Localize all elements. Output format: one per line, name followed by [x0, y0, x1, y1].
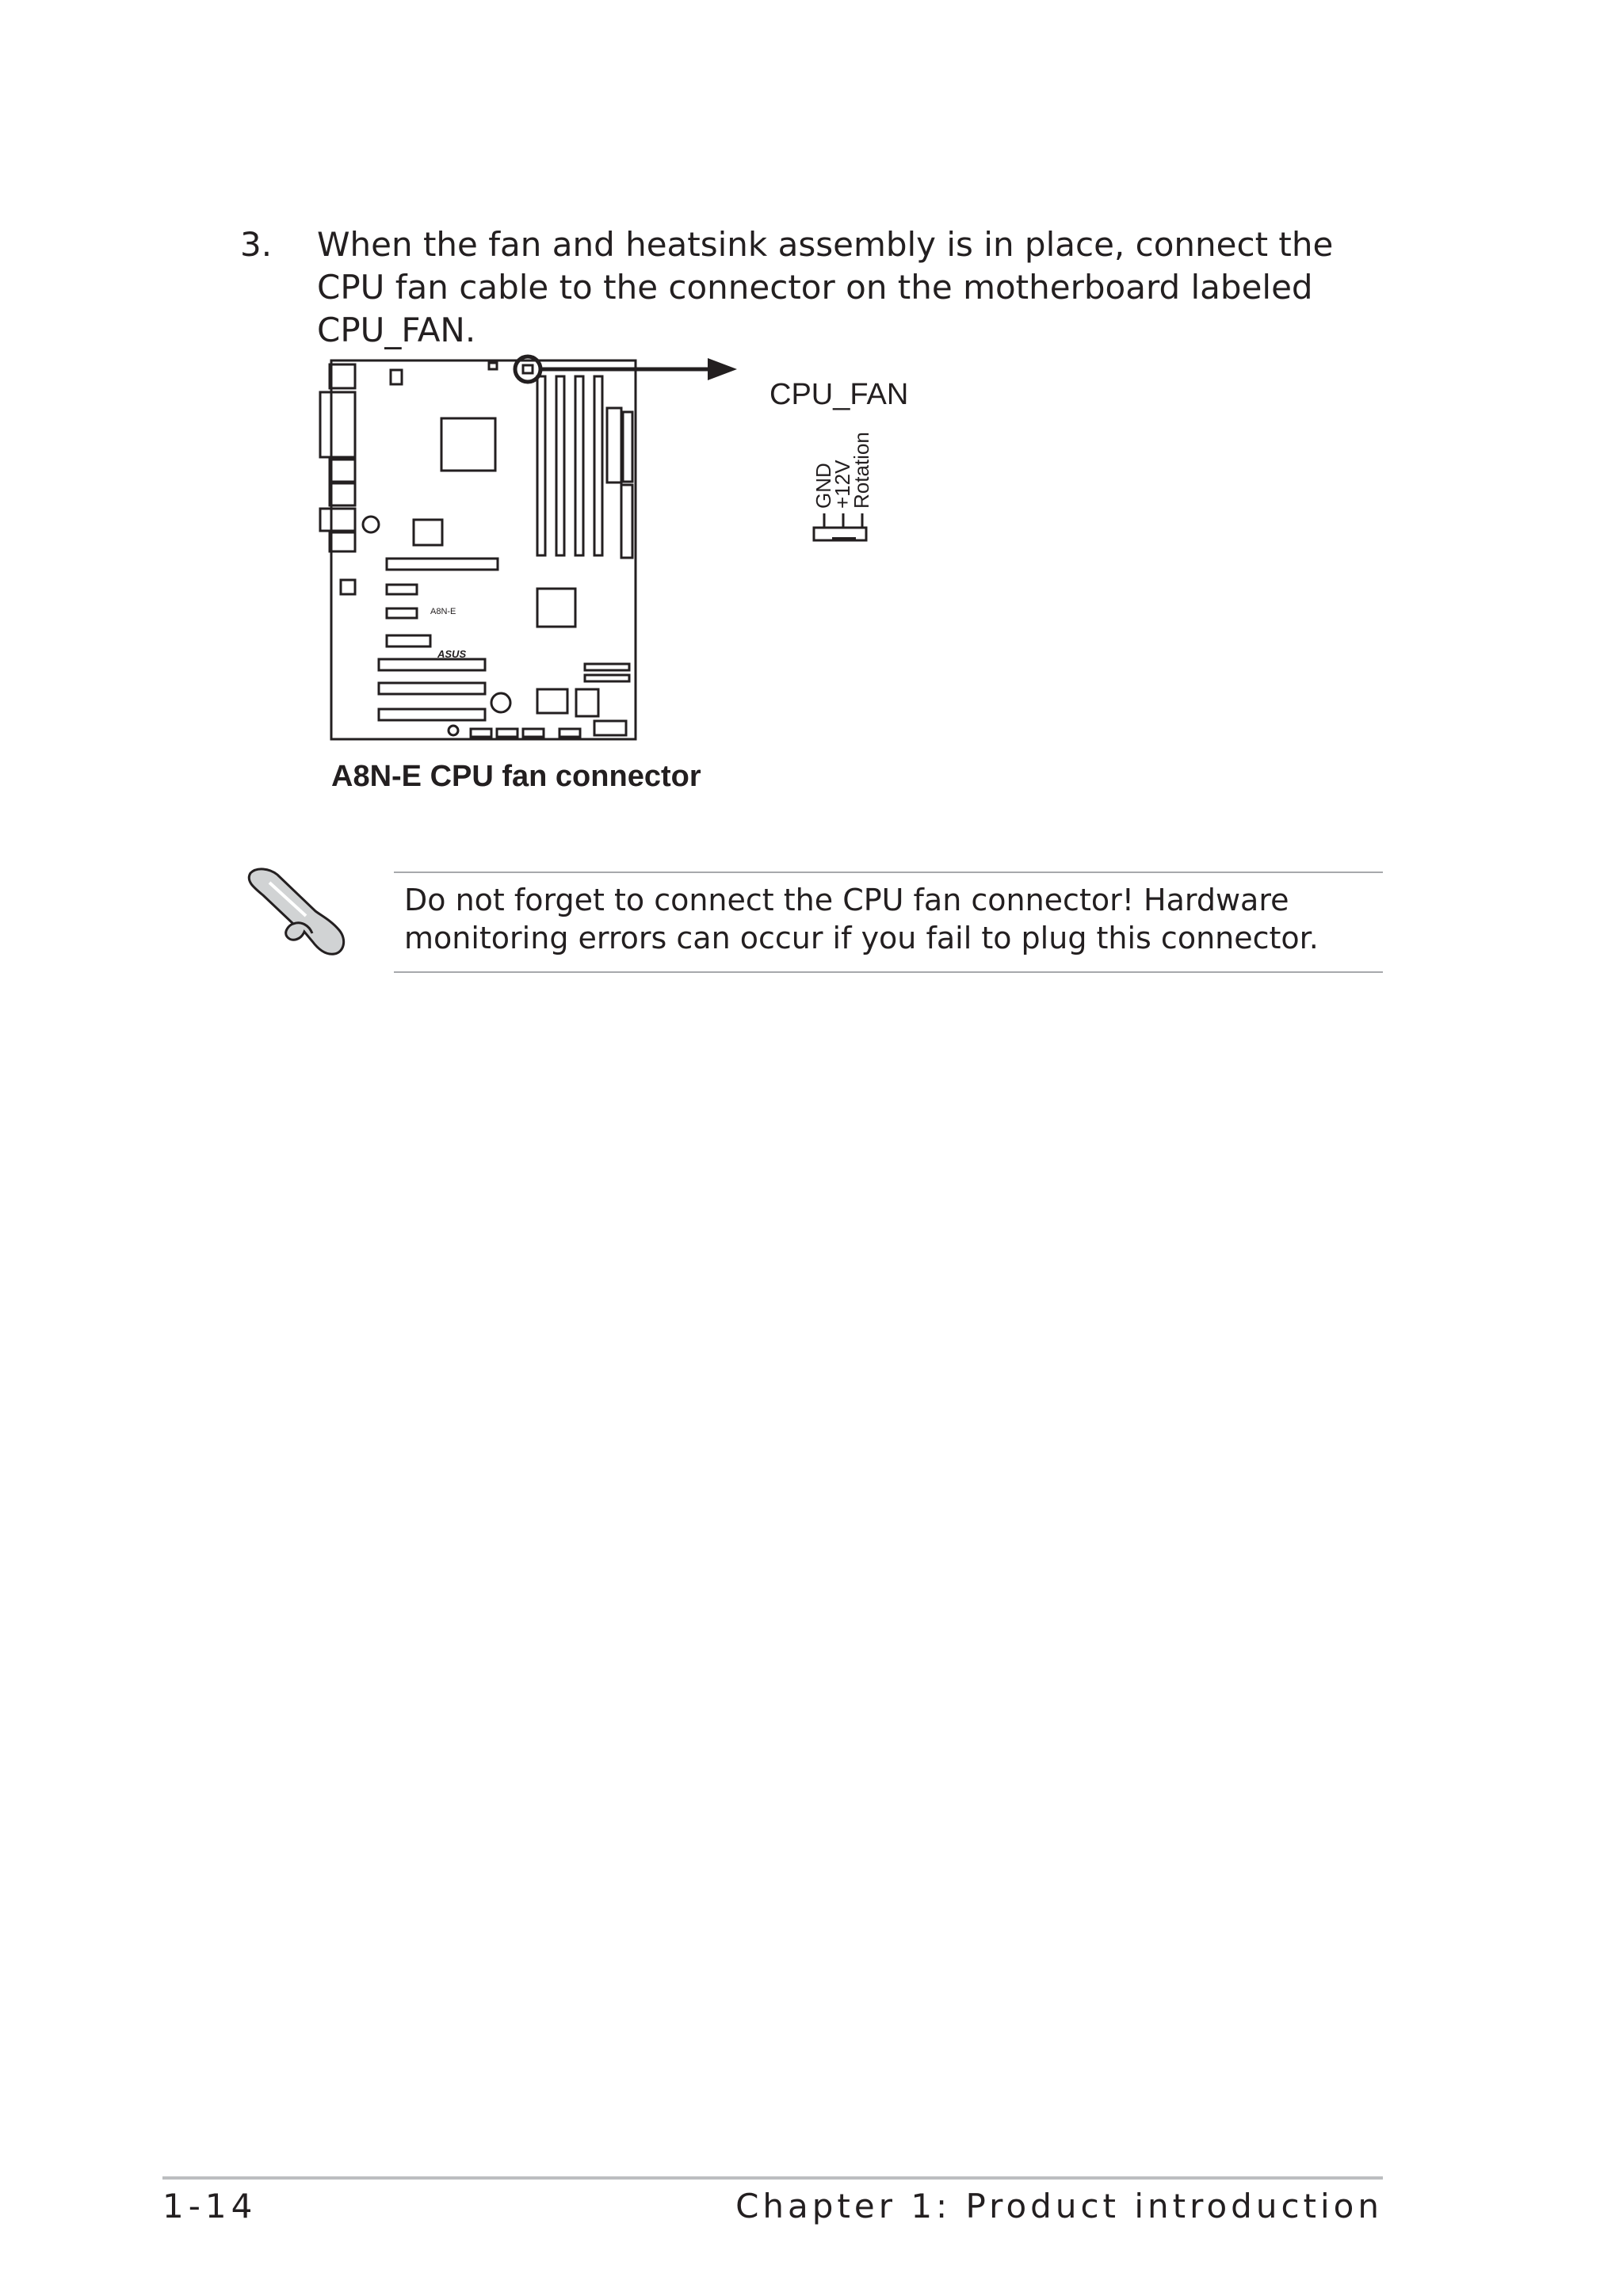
note-top-rule	[394, 871, 1383, 873]
board-model-label: A8N-E	[430, 607, 456, 616]
step-text: When the fan and heatsink assembly is in place, connect the CPU fan cable to the connector on the motherboard labeled CPU_FAN.	[317, 225, 1334, 349]
pointing-hand-icon	[246, 864, 357, 959]
figure-caption: A8N-E CPU fan connector	[331, 760, 701, 793]
connector-highlight	[515, 357, 540, 382]
connector-name: CPU_FAN	[769, 378, 909, 411]
pin-label-rotation: Rotation	[850, 432, 873, 509]
step-number: 3.	[240, 225, 273, 264]
note-bottom-rule	[394, 971, 1383, 973]
pin-label-gnd: GND	[812, 463, 835, 509]
chapter-title: Chapter 1: Product introduction	[735, 2187, 1383, 2225]
motherboard-outline	[320, 360, 636, 739]
fan-header-pins	[814, 513, 866, 540]
page-number: 1-14	[162, 2187, 258, 2225]
note-text: Do not forget to connect the CPU fan connector! Hardware monitoring errors can occur if you fail to plug this connector.	[404, 883, 1319, 955]
footer-rule	[162, 2176, 1383, 2180]
brand-logo: ASUS	[437, 648, 467, 660]
pin-label-12v: +12V	[831, 460, 854, 509]
pointer-arrowhead	[708, 358, 737, 380]
